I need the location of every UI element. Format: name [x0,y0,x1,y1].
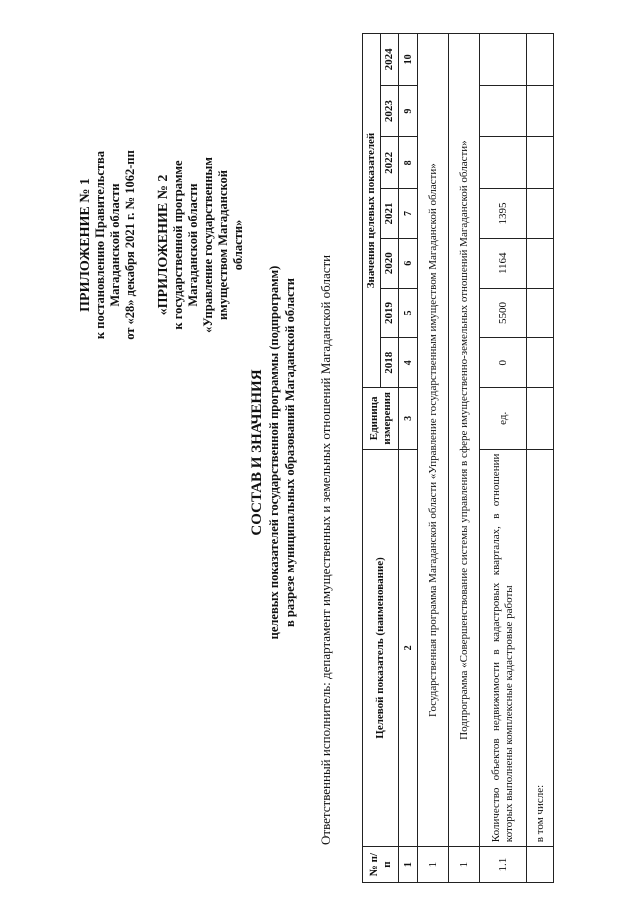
col-number: 8 [399,137,418,189]
col-number: 9 [399,85,418,137]
appendix-line: области» [231,219,245,271]
row-value [480,137,527,189]
col-number: 3 [399,388,418,450]
row-value: 1395 [480,189,527,239]
appendix-line: имуществом Магаданской [216,170,230,321]
year-header: 2023 [381,85,399,137]
year-header: 2024 [381,34,399,86]
col-number: 6 [399,238,418,288]
subprogram-row [449,34,480,883]
row-value [480,34,527,86]
program-num: 1 [418,847,449,883]
header-values: Значения целевых показателей [363,34,381,388]
col-number: 4 [399,338,418,388]
header-indicator: Целевой показатель (наименование) [363,449,399,847]
title-line: в разрезе муниципальных образований Магаданской области [283,278,297,627]
appendix-line: «Управление государственным [201,157,215,333]
subprogram-text: Подпрограмма «Совершенствование системы управления в сфере имущественно-земельных отношений Магаданской области» [449,34,480,847]
year-header: 2018 [381,338,399,388]
row-num: 1.1 [480,847,527,883]
col-number: 2 [399,449,418,847]
indicators-table [362,33,554,883]
empty-cell [527,137,554,189]
appendix-subtitle: «ПРИЛОЖЕНИЕ № 2 [156,174,171,316]
responsible-executor: Ответственный исполнитель: департамент имущественных и земельных отношений Магаданской области [318,254,333,845]
row-indicator: в том числе: [527,449,554,847]
empty-cell [527,388,554,450]
appendix-header [78,120,246,370]
row-unit: ед. [480,388,527,450]
appendix-title: ПРИЛОЖЕНИЕ № 1 [78,178,93,312]
header-row [363,34,381,883]
appendix-line: к государственной программе [171,160,185,330]
appendix-line: Магаданской области [186,183,200,307]
empty-cell [527,338,554,388]
row-indicator: Количество объектов недвижимости в кадастровых кварталах, в отношении которых выполнены комплексные кадастровые работы [480,449,527,847]
row-value: 5500 [480,288,527,338]
header-num: № п/п [363,847,399,883]
program-text: Государственная программа Магаданской области «Управление государственным имуществом Магаданской области» [418,34,449,847]
year-header: 2019 [381,288,399,338]
year-header: 2022 [381,137,399,189]
appendix-line: Магаданской области [108,183,122,307]
col-number: 10 [399,34,418,86]
appendix-line: от «28» декабря 2021 г. № 1062-пп [123,150,137,340]
row-value: 1164 [480,238,527,288]
table-row [480,34,527,883]
col-number: 5 [399,288,418,338]
row-value: 0 [480,338,527,388]
row-value [480,85,527,137]
empty-cell [527,85,554,137]
title-main: СОСТАВ И ЗНАЧЕНИЯ [249,369,265,536]
year-header: 2020 [381,238,399,288]
empty-cell [527,288,554,338]
col-number: 7 [399,189,418,239]
column-number-row [399,34,418,883]
empty-cell [527,238,554,288]
table-row [527,34,554,883]
document-title [248,0,298,905]
subprogram-num: 1 [449,847,480,883]
row-num [527,847,554,883]
title-line: целевых показателей государственной программы (подпрограмм) [267,265,281,640]
col-number: 1 [399,847,418,883]
empty-cell [527,189,554,239]
program-row [418,34,449,883]
year-header: 2021 [381,189,399,239]
appendix-line: к постановлению Правительства [93,150,107,340]
header-unit: Единица измерения [363,388,399,450]
empty-cell [527,34,554,86]
